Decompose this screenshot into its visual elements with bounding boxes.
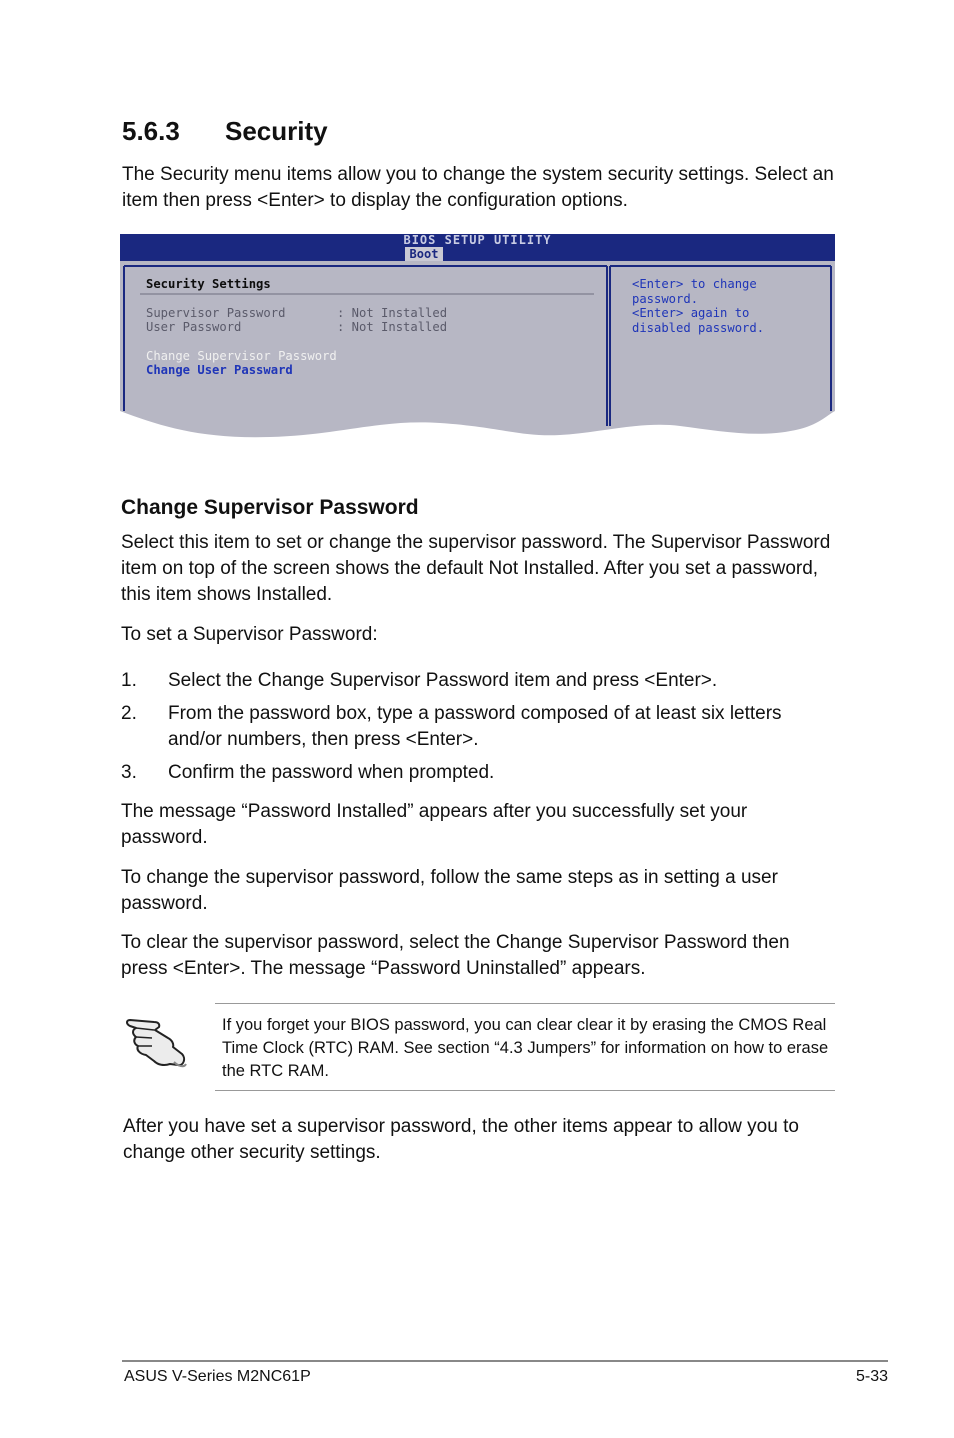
- bios-help-line-4: disabled password.: [632, 321, 765, 335]
- intro-paragraph: The Security menu items allow you to change the system security settings. Select an item then press <Enter> to display the configuration options.: [122, 164, 834, 211]
- paragraph-6: After you have set a supervisor password, the other items appear to allow you to change other security settings.: [123, 1116, 799, 1163]
- step-3-text: Confirm the password when prompted.: [168, 762, 495, 783]
- bios-row-supervisor-label: Supervisor Password: [146, 306, 286, 320]
- note-text: If you forget your BIOS password, you can clear clear it by erasing the CMOS Real Time Clock (RTC) RAM. See section “4.3 Jumpers” for information on how to erase the RTC RAM.: [222, 1016, 829, 1080]
- step-2-text: From the password box, type a password composed of at least six letters and/or numbers, then press <Enter>.: [168, 703, 782, 750]
- step-1-text: Select the Change Supervisor Password item and press <Enter>.: [168, 670, 718, 691]
- section-number: 5.6.3: [122, 116, 180, 146]
- paragraph-2: To set a Supervisor Password:: [121, 624, 378, 645]
- subsection-title: Change Supervisor Password: [121, 496, 419, 519]
- section-title: Security: [225, 116, 328, 146]
- paragraph-1: Select this item to set or change the supervisor password. The Supervisor Password item on top of the screen shows the default Not Installed. After you set a password, this item shows Installed.: [121, 532, 831, 605]
- paragraph-5: To clear the supervisor password, select the Change Supervisor Password then press <Enter>. The message “Password Uninstalled” appears.: [121, 932, 790, 979]
- step-2-number: 2.: [121, 703, 137, 724]
- bios-title: BIOS SETUP UTILITY: [403, 233, 552, 247]
- bios-help-line-1: <Enter> to change: [632, 277, 757, 291]
- section-heading: [122, 116, 328, 147]
- step-3-number: 3.: [121, 762, 137, 783]
- bios-help-line-3: <Enter> again to: [632, 306, 750, 320]
- paragraph-3: The message “Password Installed” appears after you successfully set your password.: [121, 801, 748, 848]
- step-1-number: 1.: [121, 670, 137, 691]
- hand-pointer-icon: [124, 1010, 190, 1072]
- footer-left: ASUS V-Series M2NC61P: [124, 1368, 311, 1385]
- bios-row-user-value: : Not Installed: [337, 320, 448, 334]
- bios-option-change-supervisor[interactable]: Change Supervisor Password: [146, 349, 337, 363]
- bios-panel-heading: Security Settings: [146, 277, 271, 291]
- bios-row-supervisor-value: : Not Installed: [337, 306, 448, 320]
- footer-rule: [122, 1360, 888, 1362]
- bios-option-change-user[interactable]: Change User Passward: [146, 363, 293, 377]
- note-box: [215, 1003, 835, 1091]
- paragraph-4: To change the supervisor password, follow the same steps as in setting a user password.: [121, 867, 778, 914]
- bios-active-tab: Boot: [405, 247, 443, 261]
- bios-row-user-label: User Password: [146, 320, 242, 334]
- footer-page-number: 5-33: [855, 1368, 888, 1385]
- bios-screenshot: [120, 234, 835, 440]
- bios-help-line-2: password.: [632, 292, 699, 306]
- bios-body: [120, 261, 835, 440]
- bios-title-bar: [120, 234, 835, 261]
